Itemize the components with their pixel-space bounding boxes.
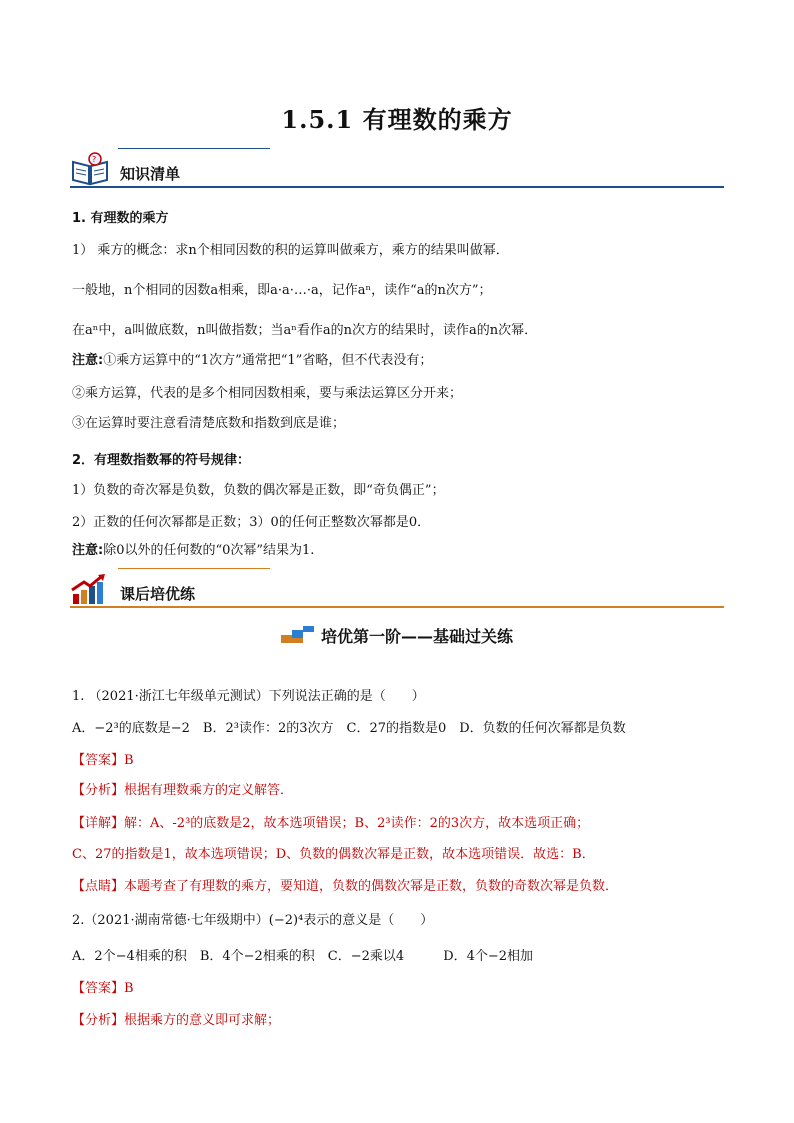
note-line-2: ②乘方运算，代表的是多个相同因数相乘，要与乘法运算区分开来； xyxy=(72,386,463,401)
terms-line: 在aⁿ中，a叫做底数，n叫做指数；当aⁿ看作a的n次方的结果时，读作a的n次幂． xyxy=(72,323,538,338)
question-1-analysis xyxy=(72,782,293,800)
point-tag: 【点睛】 xyxy=(72,879,125,894)
question-1-detail-2: C、27的指数是1，故本选项错误；D、负数的偶数次幂是正数，故本选项错误．故选：B． xyxy=(72,847,595,862)
section-header-practice xyxy=(70,568,724,608)
question-2-answer xyxy=(72,980,134,998)
answer-value: B xyxy=(124,981,134,996)
note-label: 注意: xyxy=(72,353,104,368)
note-line-3: ③在运算时要注意看清楚底数和指数到底是谁； xyxy=(72,416,346,431)
note-text: ①乘方运算中的“1次方”通常把“1”省略，但不代表没有； xyxy=(103,353,433,368)
note-label: 注意: xyxy=(72,543,104,558)
question-2-analysis xyxy=(72,1012,280,1030)
question-1-options: A．−2³的底数是−2 B．2³读作：2的3次方 C．27的指数是0 D．负数的任何次幂都是负数 xyxy=(72,721,626,736)
detail-text: 解：A、-2³的底数是2，故本选项错误；B、2³读作：2的3次方，故本选项正确； xyxy=(124,816,590,831)
svg-text:?: ? xyxy=(92,155,97,164)
section-label: 课后培优练 xyxy=(120,585,196,603)
section-label: 知识清单 xyxy=(120,165,181,183)
question-1-answer xyxy=(72,752,134,770)
question-2-options: A．2个−4相乘的积 B．4个−2相乘的积 C．−2乘以4 D．4个−2相加 xyxy=(72,949,534,964)
header-top-rule xyxy=(118,568,270,569)
section-rule xyxy=(70,186,724,188)
answer-value: B xyxy=(124,753,134,768)
header-top-rule xyxy=(118,148,270,149)
subsection-heading xyxy=(0,624,794,647)
answer-tag: 【答案】 xyxy=(72,753,125,768)
question-1-detail-1 xyxy=(72,815,589,833)
note-text: 除0以外的任何数的“0次幂”结果为1. xyxy=(103,543,315,558)
page-title: 1.5.1 有理数的乘方 xyxy=(281,105,513,134)
book-icon xyxy=(70,152,110,186)
question-2-stem: 2.（2021·湖南常德·七年级期中）(−2)⁴表示的意义是（ ） xyxy=(72,913,434,928)
section-rule xyxy=(70,606,724,608)
question-1-point xyxy=(72,878,618,896)
definition-line: 一般地，n个相同的因数a相乘，即a·a·…·a，记作aⁿ，读作“a的n次方”； xyxy=(72,283,492,298)
section-header-knowledge xyxy=(70,148,724,188)
concept-line: 1） 乘方的概念：求n个相同因数的积的运算叫做乘方，乘方的结果叫做幂． xyxy=(72,243,509,258)
subsection-label: 培优第一阶——基础过关练 xyxy=(320,627,513,646)
analysis-tag: 【分析】 xyxy=(72,783,125,798)
bar-chart-arrow-icon xyxy=(70,572,110,606)
analysis-text: 根据乘方的意义即可求解； xyxy=(124,1013,281,1028)
answer-tag: 【答案】 xyxy=(72,981,125,996)
rule-line-2: 2）正数的任何次幂都是正数；3）0的任何正整数次幂都是0． xyxy=(72,515,431,530)
detail-tag: 【详解】 xyxy=(72,816,125,831)
question-1-stem: 1. （2021·浙江七年级单元测试）下列说法正确的是（ ） xyxy=(72,689,425,704)
analysis-text: 根据有理数乘方的定义解答． xyxy=(124,783,294,798)
note-line-1 xyxy=(72,352,432,370)
blocks-icon xyxy=(281,626,315,644)
point-text: 本题考查了有理数的乘方，要知道，负数的偶数次幂是正数，负数的奇数次幂是负数． xyxy=(124,879,619,894)
heading-1: 1. 有理数的乘方 xyxy=(72,211,169,226)
note-line-4 xyxy=(72,542,314,560)
rule-line-1: 1）负数的奇次幂是负数，负数的偶次幂是正数，即“奇负偶正”； xyxy=(72,483,445,498)
heading-2: 2．有理数指数幂的符号规律： xyxy=(72,453,251,468)
analysis-tag: 【分析】 xyxy=(72,1013,125,1028)
